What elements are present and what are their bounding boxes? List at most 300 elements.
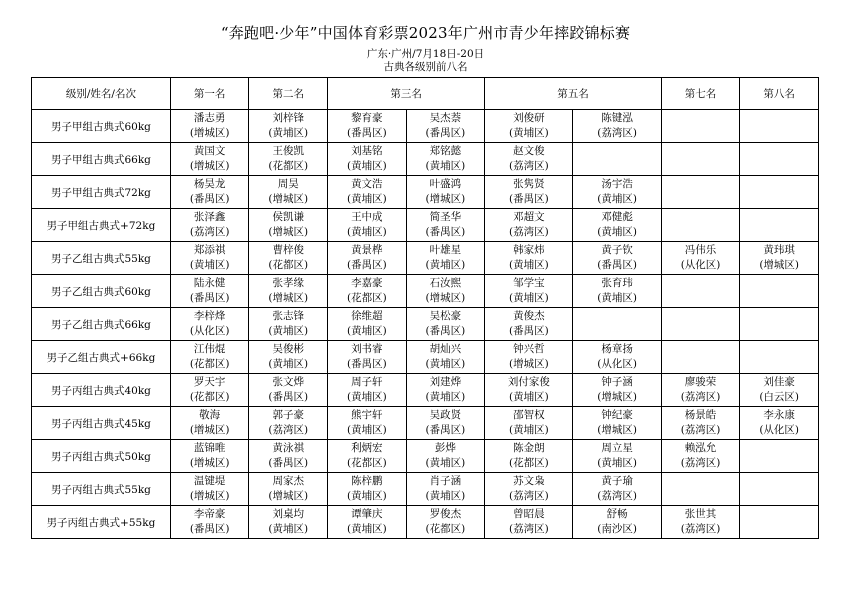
- athlete-cell: [249, 341, 328, 374]
- athlete-cell: [661, 110, 740, 143]
- location-date: 广东·广州/7月18日-20日: [366, 48, 485, 60]
- athlete-district: (花都区): [425, 523, 466, 535]
- athlete-name: 彭烨: [434, 442, 456, 454]
- athlete-name: 陈梓鹏: [351, 475, 383, 487]
- column-header: 第五名: [485, 78, 662, 110]
- weight-category: 男子丙组古典式+55kg: [32, 506, 171, 539]
- results-table: [31, 77, 819, 539]
- athlete-cell: [573, 176, 661, 209]
- athlete-name: 陈键泓: [601, 112, 633, 124]
- athlete-cell: [249, 440, 328, 473]
- athlete-name: 曹梓俊: [272, 244, 304, 256]
- athlete-cell: [740, 308, 819, 341]
- athlete-name: 邹学宝: [513, 277, 545, 289]
- athlete-name: 敬海: [199, 409, 221, 421]
- athlete-cell: [661, 374, 740, 407]
- athlete-cell: [485, 110, 573, 143]
- athlete-district: (番禺区): [346, 259, 387, 271]
- athlete-cell: [661, 209, 740, 242]
- athlete-name: 杨昊龙: [193, 178, 226, 190]
- table-row: [32, 275, 819, 308]
- athlete-cell: [328, 275, 407, 308]
- athlete-cell: [170, 176, 249, 209]
- athlete-district: (黄埔区): [597, 457, 637, 469]
- athlete-name: 郑铭懿: [429, 145, 462, 157]
- athlete-district: (番禺区): [425, 424, 466, 436]
- athlete-name: 周昊: [277, 178, 299, 190]
- athlete-district: (增城区): [268, 193, 309, 205]
- athlete-cell: [740, 242, 819, 275]
- athlete-name: 张隽贤: [513, 178, 545, 190]
- athlete-district: (荔湾区): [508, 523, 549, 535]
- athlete-district: (黄埔区): [508, 259, 549, 271]
- athlete-name: 黄子瑜: [601, 475, 633, 487]
- athlete-district: (从化区): [680, 259, 721, 271]
- athlete-district: (黄埔区): [268, 325, 309, 337]
- athlete-name: 赵文俊: [513, 145, 545, 157]
- athlete-district: (番禺区): [268, 457, 309, 469]
- athlete-district: (黄埔区): [597, 226, 637, 238]
- athlete-name: 韩家炜: [513, 244, 545, 256]
- athlete-cell: [573, 209, 661, 242]
- athlete-district: (黄埔区): [346, 226, 387, 238]
- athlete-district: (花都区): [346, 457, 387, 469]
- athlete-cell: [740, 209, 819, 242]
- athlete-cell: [170, 143, 249, 176]
- athlete-name: 钟子涵: [601, 376, 633, 388]
- athlete-cell: [485, 407, 573, 440]
- athlete-district: (黄埔区): [425, 259, 466, 271]
- athlete-cell: [485, 341, 573, 374]
- table-header-row: [32, 78, 819, 110]
- athlete-cell: [485, 374, 573, 407]
- athlete-name: 舒畅: [606, 508, 628, 520]
- athlete-cell: [485, 242, 573, 275]
- athlete-district: (黄埔区): [346, 490, 387, 502]
- weight-category: 男子丙组古典式50kg: [32, 440, 171, 473]
- table-row: [32, 506, 819, 539]
- athlete-cell: [170, 341, 249, 374]
- athlete-cell: [249, 275, 328, 308]
- athlete-cell: [573, 506, 661, 539]
- athlete-cell: [328, 209, 407, 242]
- athlete-name: 利炳宏: [351, 442, 383, 454]
- athlete-cell: [406, 242, 485, 275]
- athlete-cell: [170, 473, 249, 506]
- weight-category: 男子甲组古典式66kg: [32, 143, 171, 176]
- athlete-name: 刘桌均: [272, 508, 304, 520]
- athlete-cell: [740, 407, 819, 440]
- athlete-district: (番禺区): [597, 259, 637, 271]
- athlete-district: (从化区): [597, 358, 637, 370]
- table-row: [32, 374, 819, 407]
- athlete-cell: [406, 374, 485, 407]
- athlete-cell: [328, 440, 407, 473]
- athlete-cell: [328, 176, 407, 209]
- athlete-name: 黄泳祺: [272, 442, 304, 454]
- column-header: 第一名: [170, 78, 249, 110]
- athlete-cell: [740, 374, 819, 407]
- athlete-cell: [573, 308, 661, 341]
- athlete-district: (黄埔区): [268, 523, 309, 535]
- athlete-cell: [406, 506, 485, 539]
- athlete-cell: [485, 209, 573, 242]
- athlete-name: 张志锋: [272, 310, 304, 322]
- athlete-cell: [328, 473, 407, 506]
- athlete-cell: [485, 176, 573, 209]
- athlete-cell: [661, 275, 740, 308]
- athlete-cell: [406, 209, 485, 242]
- athlete-cell: [328, 242, 407, 275]
- athlete-cell: [740, 506, 819, 539]
- athlete-district: (增城区): [189, 457, 230, 469]
- column-header: 第八名: [740, 78, 819, 110]
- athlete-name: 黄玮琪: [763, 244, 795, 256]
- table-row: [32, 407, 819, 440]
- athlete-cell: [249, 473, 328, 506]
- athlete-district: (从化区): [759, 424, 800, 436]
- document-subtitle-block: [0, 48, 851, 74]
- athlete-cell: [249, 176, 328, 209]
- athlete-district: (黄埔区): [425, 358, 466, 370]
- athlete-cell: [328, 374, 407, 407]
- athlete-cell: [249, 308, 328, 341]
- athlete-district: (黄埔区): [189, 259, 230, 271]
- athlete-cell: [249, 506, 328, 539]
- athlete-name: 吴俊彬: [272, 343, 304, 355]
- weight-category: 男子丙组古典式55kg: [32, 473, 171, 506]
- athlete-name: 杨章扬: [601, 343, 633, 355]
- athlete-name: 邓健彪: [601, 211, 633, 223]
- athlete-name: 杨景皓: [684, 409, 717, 421]
- athlete-district: (番禺区): [508, 325, 549, 337]
- athlete-name: 吴松豪: [429, 310, 462, 322]
- athlete-district: (荔湾区): [508, 226, 549, 238]
- athlete-name: 钟兴哲: [513, 343, 545, 355]
- athlete-district: (增城区): [268, 226, 309, 238]
- athlete-name: 邓超文: [513, 211, 545, 223]
- athlete-district: (黄埔区): [425, 160, 466, 172]
- athlete-name: 陈金朗: [513, 442, 545, 454]
- athlete-district: (荔湾区): [597, 127, 637, 139]
- athlete-name: 李永康: [763, 409, 795, 421]
- athlete-district: (花都区): [268, 160, 309, 172]
- column-header: 级别/姓名/名次: [32, 78, 171, 110]
- athlete-district: (黄埔区): [425, 457, 466, 469]
- table-row: [32, 110, 819, 143]
- athlete-cell: [249, 242, 328, 275]
- athlete-name: 叶雄星: [429, 244, 462, 256]
- athlete-district: (增城区): [759, 259, 800, 271]
- weight-category: 男子甲组古典式72kg: [32, 176, 171, 209]
- athlete-district: (黄埔区): [425, 391, 466, 403]
- athlete-name: 刘俊研: [513, 112, 545, 124]
- athlete-cell: [485, 473, 573, 506]
- athlete-name: 熊宇轩: [351, 409, 383, 421]
- athlete-district: (增城区): [508, 358, 549, 370]
- athlete-district: (荔湾区): [680, 457, 721, 469]
- weight-category: 男子乙组古典式+66kg: [32, 341, 171, 374]
- athlete-district: (荔湾区): [268, 424, 309, 436]
- ranking-subtitle: 古典各级别前八名: [383, 61, 468, 73]
- athlete-district: (番禺区): [508, 193, 549, 205]
- athlete-cell: [406, 473, 485, 506]
- athlete-name: 王俊凯: [272, 145, 304, 157]
- athlete-name: 苏文枭: [513, 475, 545, 487]
- athlete-cell: [406, 308, 485, 341]
- athlete-name: 周子轩: [351, 376, 383, 388]
- athlete-cell: [485, 506, 573, 539]
- athlete-district: (增城区): [189, 160, 230, 172]
- athlete-cell: [573, 143, 661, 176]
- athlete-district: (从化区): [189, 325, 230, 337]
- athlete-cell: [573, 275, 661, 308]
- table-row: [32, 308, 819, 341]
- athlete-name: 曾昭晨: [513, 508, 545, 520]
- athlete-name: 徐维超: [351, 310, 383, 322]
- athlete-name: 蓝锦唯: [193, 442, 226, 454]
- athlete-cell: [406, 341, 485, 374]
- athlete-district: (番禺区): [425, 226, 466, 238]
- athlete-cell: [170, 308, 249, 341]
- athlete-district: (番禺区): [268, 391, 309, 403]
- athlete-cell: [249, 143, 328, 176]
- athlete-district: (黄埔区): [508, 292, 549, 304]
- athlete-cell: [740, 440, 819, 473]
- athlete-cell: [406, 176, 485, 209]
- athlete-cell: [740, 341, 819, 374]
- athlete-cell: [740, 143, 819, 176]
- athlete-cell: [661, 473, 740, 506]
- athlete-district: (荔湾区): [508, 160, 549, 172]
- athlete-district: (黄埔区): [346, 424, 387, 436]
- athlete-name: 黄景桦: [351, 244, 383, 256]
- athlete-district: (番禺区): [346, 358, 387, 370]
- athlete-district: (黄埔区): [508, 424, 549, 436]
- athlete-district: (黄埔区): [346, 523, 387, 535]
- athlete-name: 李梓烽: [193, 310, 226, 322]
- athlete-name: 叶盛鸿: [429, 178, 462, 190]
- athlete-name: 郭子豪: [272, 409, 304, 421]
- athlete-cell: [573, 341, 661, 374]
- athlete-name: 刘佳豪: [763, 376, 795, 388]
- column-header: 第七名: [661, 78, 740, 110]
- athlete-cell: [406, 407, 485, 440]
- athlete-name: 李帝豪: [193, 508, 226, 520]
- athlete-name: 温键堤: [193, 475, 226, 487]
- athlete-cell: [170, 110, 249, 143]
- athlete-district: (增城区): [597, 391, 637, 403]
- athlete-district: (花都区): [346, 292, 387, 304]
- athlete-cell: [485, 308, 573, 341]
- athlete-cell: [170, 209, 249, 242]
- table-row: [32, 209, 819, 242]
- athlete-district: (增城区): [268, 292, 309, 304]
- athlete-name: 赖泓允: [684, 442, 717, 454]
- athlete-name: 吴杰萘: [429, 112, 462, 124]
- athlete-name: 肖子涵: [429, 475, 462, 487]
- athlete-district: (黄埔区): [268, 358, 309, 370]
- athlete-cell: [249, 407, 328, 440]
- table-row: [32, 143, 819, 176]
- athlete-name: 刘建烨: [429, 376, 462, 388]
- athlete-district: (花都区): [508, 457, 549, 469]
- athlete-name: 周家杰: [272, 475, 304, 487]
- athlete-name: 刘梓锋: [272, 112, 304, 124]
- athlete-district: (黄埔区): [346, 160, 387, 172]
- column-header: 第二名: [249, 78, 328, 110]
- athlete-cell: [661, 176, 740, 209]
- athlete-cell: [249, 209, 328, 242]
- athlete-district: (荔湾区): [189, 226, 230, 238]
- athlete-name: 周立星: [601, 442, 633, 454]
- athlete-district: (黄埔区): [508, 127, 549, 139]
- athlete-cell: [328, 407, 407, 440]
- athlete-district: (番禺区): [425, 127, 466, 139]
- athlete-name: 刘基铭: [351, 145, 383, 157]
- athlete-name: 钟纪豪: [601, 409, 633, 421]
- athlete-district: (黄埔区): [346, 391, 387, 403]
- athlete-cell: [573, 242, 661, 275]
- athlete-cell: [328, 110, 407, 143]
- athlete-cell: [170, 275, 249, 308]
- athlete-district: (白云区): [759, 391, 800, 403]
- weight-category: 男子甲组古典式60kg: [32, 110, 171, 143]
- athlete-district: (花都区): [189, 358, 230, 370]
- athlete-name: 胡灿兴: [429, 343, 462, 355]
- athlete-cell: [661, 506, 740, 539]
- table-row: [32, 242, 819, 275]
- athlete-name: 黄国文: [193, 145, 226, 157]
- athlete-district: (荔湾区): [680, 424, 721, 436]
- athlete-name: 罗俊杰: [429, 508, 462, 520]
- weight-category: 男子乙组古典式66kg: [32, 308, 171, 341]
- athlete-cell: [406, 275, 485, 308]
- athlete-cell: [328, 143, 407, 176]
- athlete-cell: [485, 275, 573, 308]
- athlete-district: (黄埔区): [597, 292, 637, 304]
- athlete-district: (番禺区): [189, 523, 230, 535]
- athlete-name: 黎育豪: [351, 112, 383, 124]
- athlete-name: 张泽鑫: [193, 211, 226, 223]
- table-row: [32, 176, 819, 209]
- athlete-district: (黄埔区): [508, 391, 549, 403]
- athlete-cell: [661, 407, 740, 440]
- athlete-cell: [406, 110, 485, 143]
- athlete-name: 张世其: [684, 508, 717, 520]
- athlete-name: 张孝缘: [272, 277, 304, 289]
- athlete-district: (花都区): [189, 391, 230, 403]
- athlete-name: 王中成: [351, 211, 383, 223]
- athlete-name: 廖骏荣: [684, 376, 717, 388]
- table-row: [32, 440, 819, 473]
- table-row: [32, 341, 819, 374]
- athlete-name: 潘志勇: [193, 112, 226, 124]
- athlete-name: 刘书睿: [351, 343, 383, 355]
- athlete-name: 吴政贤: [429, 409, 462, 421]
- athlete-district: (增城区): [597, 424, 637, 436]
- athlete-cell: [485, 440, 573, 473]
- weight-category: 男子乙组古典式60kg: [32, 275, 171, 308]
- athlete-district: (黄埔区): [425, 490, 466, 502]
- athlete-district: (番禺区): [425, 325, 466, 337]
- athlete-district: (花都区): [268, 259, 309, 271]
- athlete-cell: [328, 506, 407, 539]
- athlete-district: (黄埔区): [597, 193, 637, 205]
- athlete-cell: [170, 407, 249, 440]
- athlete-name: 冯伟乐: [684, 244, 717, 256]
- athlete-cell: [328, 308, 407, 341]
- athlete-name: 黄俊杰: [513, 310, 545, 322]
- athlete-district: (番禺区): [346, 127, 387, 139]
- athlete-district: (黄埔区): [268, 127, 309, 139]
- athlete-name: 石汝熙: [429, 277, 462, 289]
- athlete-cell: [740, 473, 819, 506]
- weight-category: 男子乙组古典式55kg: [32, 242, 171, 275]
- athlete-cell: [485, 143, 573, 176]
- athlete-cell: [740, 176, 819, 209]
- athlete-district: (黄埔区): [346, 325, 387, 337]
- athlete-district: (增城区): [268, 490, 309, 502]
- athlete-district: (增城区): [189, 127, 230, 139]
- athlete-district: (南沙区): [597, 523, 637, 535]
- athlete-district: (番禺区): [189, 292, 230, 304]
- athlete-cell: [573, 440, 661, 473]
- athlete-name: 张文烨: [272, 376, 304, 388]
- athlete-district: (番禺区): [189, 193, 230, 205]
- weight-category: 男子丙组古典式40kg: [32, 374, 171, 407]
- athlete-name: 黄子钦: [601, 244, 633, 256]
- weight-category: 男子丙组古典式45kg: [32, 407, 171, 440]
- athlete-name: 汤宇浩: [601, 178, 633, 190]
- athlete-district: (荔湾区): [680, 391, 721, 403]
- athlete-name: 罗天宇: [193, 376, 226, 388]
- athlete-name: 黄文浩: [351, 178, 383, 190]
- athlete-cell: [249, 110, 328, 143]
- athlete-cell: [170, 242, 249, 275]
- athlete-name: 简圣华: [429, 211, 462, 223]
- athlete-district: (增城区): [425, 193, 466, 205]
- athlete-cell: [661, 341, 740, 374]
- results-table-body: [32, 110, 819, 539]
- athlete-cell: [170, 440, 249, 473]
- athlete-name: 张育玮: [601, 277, 633, 289]
- athlete-cell: [328, 341, 407, 374]
- athlete-cell: [406, 440, 485, 473]
- athlete-district: (荔湾区): [680, 523, 721, 535]
- athlete-district: (荔湾区): [508, 490, 549, 502]
- athlete-name: 刘付家俊: [507, 376, 550, 388]
- athlete-name: 江伟焜: [193, 343, 226, 355]
- athlete-district: (增城区): [189, 490, 230, 502]
- athlete-district: (增城区): [425, 292, 466, 304]
- athlete-cell: [573, 473, 661, 506]
- athlete-name: 侯凯谦: [272, 211, 304, 223]
- athlete-cell: [740, 110, 819, 143]
- athlete-cell: [249, 374, 328, 407]
- athlete-district: (增城区): [189, 424, 230, 436]
- athlete-name: 李嘉豪: [351, 277, 383, 289]
- table-row: [32, 473, 819, 506]
- athlete-cell: [661, 242, 740, 275]
- athlete-cell: [661, 143, 740, 176]
- column-header: 第三名: [328, 78, 485, 110]
- document-title: “奔跑吧·少年”中国体育彩票2023年广州市青少年摔跤锦标赛: [220, 24, 631, 42]
- athlete-cell: [661, 440, 740, 473]
- athlete-cell: [661, 308, 740, 341]
- athlete-cell: [170, 506, 249, 539]
- athlete-cell: [740, 275, 819, 308]
